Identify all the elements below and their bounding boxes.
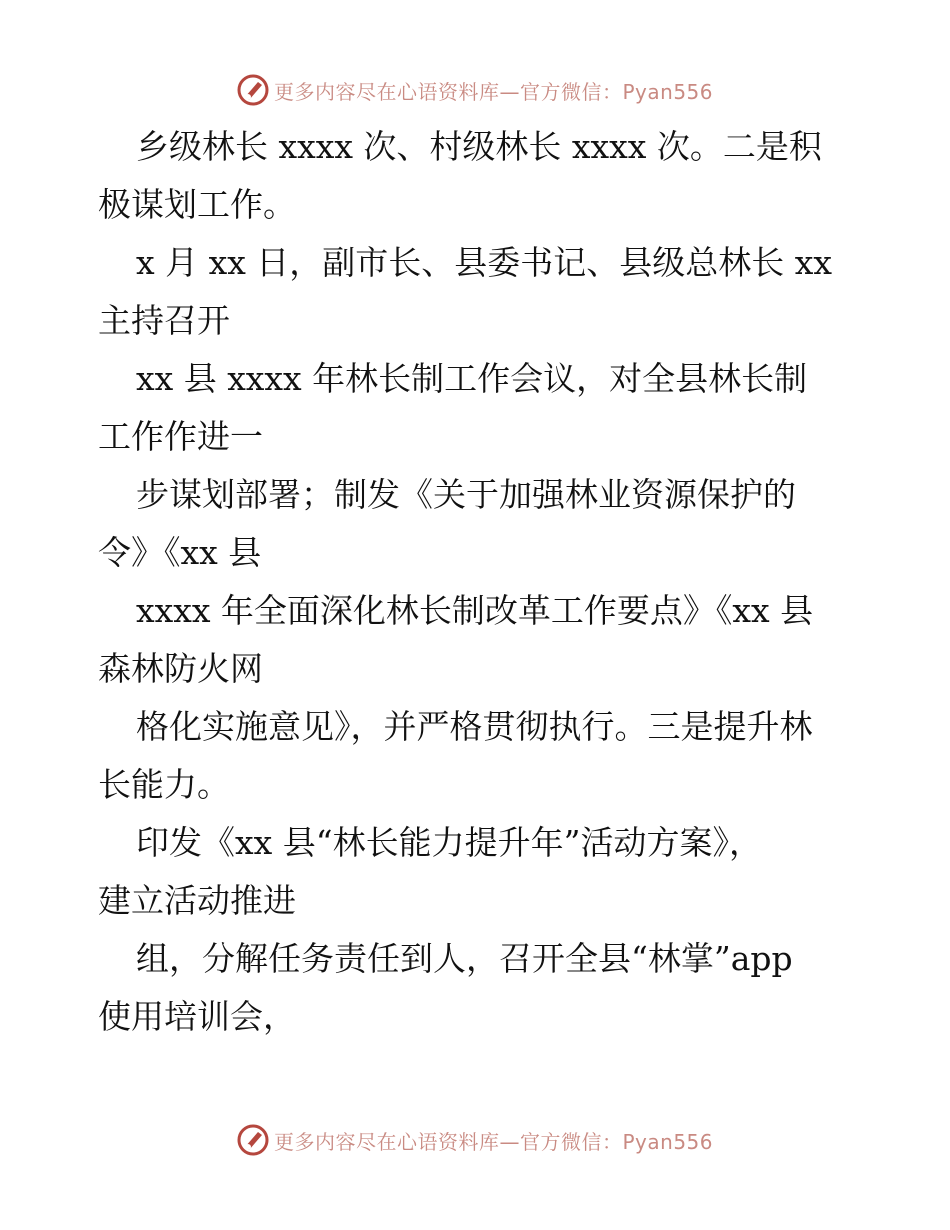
document-body <box>98 118 858 1046</box>
paragraph-line: 极谋划工作。 <box>98 185 296 224</box>
brush-seal-icon <box>236 73 270 107</box>
footer-text: 更多内容尽在心语资料库—官方微信：Pyan556 <box>274 1129 714 1154</box>
paragraph-4 <box>98 466 858 582</box>
paragraph-2 <box>98 234 858 350</box>
paragraph-line: 工作作进一 <box>98 417 263 456</box>
paragraph-line: 乡级林长 xxxx 次、村级林长 xxxx 次。二是积 <box>136 127 822 166</box>
paragraph-5 <box>98 582 858 698</box>
footer-banner <box>236 1122 716 1158</box>
paragraph-8 <box>98 930 858 1046</box>
brush-seal-icon <box>236 1123 270 1157</box>
header-banner <box>236 72 716 108</box>
paragraph-line: xx 县 xxxx 年林长制工作会议，对全县林长制 <box>136 359 808 398</box>
paragraph-3 <box>98 350 858 466</box>
header-text: 更多内容尽在心语资料库—官方微信：Pyan556 <box>274 79 714 104</box>
paragraph-6 <box>98 698 858 814</box>
paragraph-line: 森林防火网 <box>98 649 263 688</box>
paragraph-line: x 月 xx 日，副市长、县委书记、县级总林长 xx <box>136 243 833 282</box>
paragraph-line: 印发《xx 县“林长能力提升年”活动方案》， <box>136 823 762 862</box>
paragraph-1 <box>98 118 858 234</box>
paragraph-7 <box>98 814 858 930</box>
paragraph-line: xxxx 年全面深化林长制改革工作要点》《xx 县 <box>136 591 814 630</box>
paragraph-line: 令》《xx 县 <box>98 533 262 572</box>
paragraph-line: 组，分解任务责任到人，召开全县“林掌”app <box>136 939 793 978</box>
paragraph-line: 建立活动推进 <box>98 881 296 920</box>
paragraph-line: 格化实施意见》，并严格贯彻执行。三是提升林 <box>136 707 813 746</box>
paragraph-line: 使用培训会， <box>98 997 296 1036</box>
paragraph-line: 主持召开 <box>98 301 230 340</box>
paragraph-line: 长能力。 <box>98 765 230 804</box>
paragraph-line: 步谋划部署；制发《关于加强林业资源保护的 <box>136 475 796 514</box>
